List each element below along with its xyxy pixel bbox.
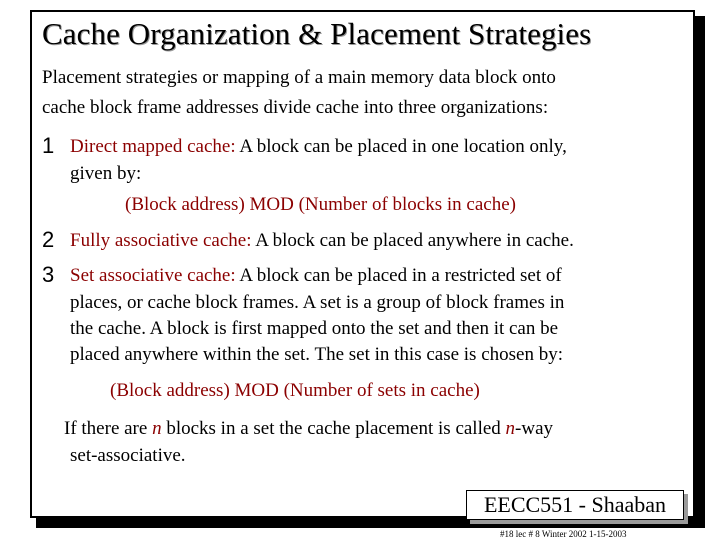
item-number-3: 3 bbox=[42, 262, 55, 287]
item-2-line bbox=[70, 230, 574, 252]
note-n-1: n bbox=[152, 418, 162, 439]
item-2-text: A block can be placed anywhere in cache. bbox=[251, 230, 574, 251]
intro-line-1: Placement strategies or mapping of a main memory data block onto bbox=[42, 67, 556, 88]
n-way-note-line-2: set-associative. bbox=[70, 445, 186, 466]
item-1-term: Direct mapped cache: bbox=[70, 136, 236, 157]
item-2-term: Fully associative cache: bbox=[70, 230, 252, 251]
page-title: Cache Organization & Placement Strategies bbox=[42, 16, 592, 51]
item-1-line bbox=[70, 136, 567, 158]
n-way-note bbox=[64, 418, 553, 440]
note-mid: blocks in a set the cache placement is called bbox=[161, 418, 506, 439]
item-3-formula: (Block address) MOD (Number of sets in cache) bbox=[110, 380, 480, 401]
note-pre: If there are bbox=[64, 418, 153, 439]
item-3-text: A block can be placed in a restricted set of bbox=[235, 265, 562, 286]
item-1-continuation: given by: bbox=[70, 163, 142, 184]
intro-line-2: cache block frame addresses divide cache into three organizations: bbox=[42, 97, 549, 118]
lecture-meta: #18 lec # 8 Winter 2002 1-15-2003 bbox=[500, 529, 627, 539]
note-post: -way bbox=[515, 418, 554, 439]
item-3-continuation-2: the cache. A block is first mapped onto the set and then it can be bbox=[70, 318, 559, 339]
item-3-continuation-3: placed anywhere within the set. The set in this case is chosen by: bbox=[70, 344, 563, 365]
item-3-term: Set associative cache: bbox=[70, 265, 236, 286]
note-n-2: n bbox=[505, 418, 516, 439]
item-3-line bbox=[70, 265, 562, 287]
item-number-1: 1 bbox=[42, 133, 55, 158]
item-1-formula: (Block address) MOD (Number of blocks in cache) bbox=[125, 194, 516, 215]
item-3-continuation-1: places, or cache block frames. A set is a group of block frames in bbox=[70, 292, 565, 313]
course-footer: EECC551 - Shaaban bbox=[466, 490, 684, 520]
item-number-2: 2 bbox=[42, 227, 55, 252]
item-1-text: A block can be placed in one location only, bbox=[235, 136, 567, 157]
